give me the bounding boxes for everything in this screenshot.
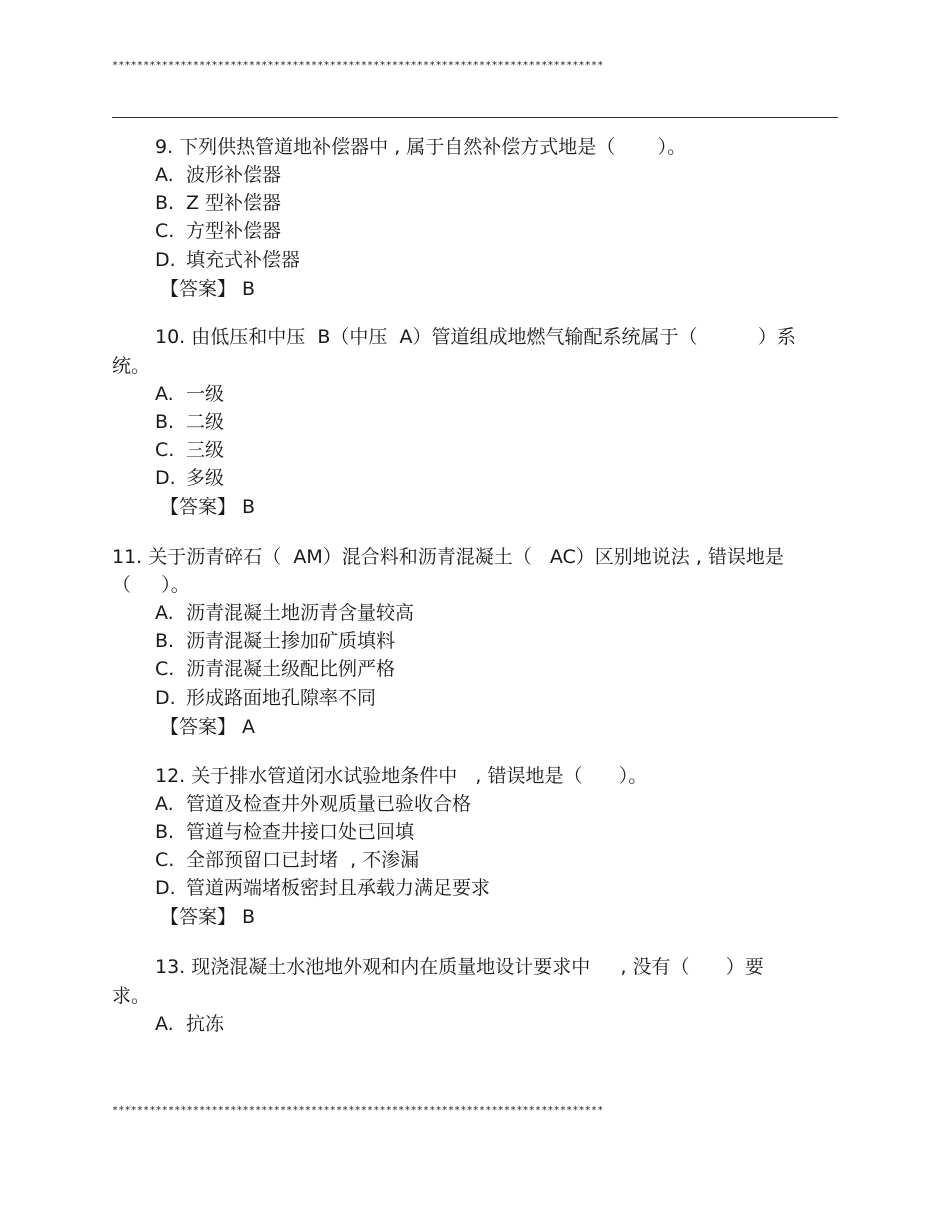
question-10-option-b: B. 二级 bbox=[155, 411, 225, 433]
question-12-option-a: A. 管道及检查井外观质量已验收合格 bbox=[155, 793, 472, 815]
question-10-answer: 【答案】 B bbox=[160, 496, 256, 518]
question-10-option-c: C. 三级 bbox=[155, 439, 225, 461]
question-12-answer: 【答案】 B bbox=[160, 906, 256, 928]
question-11-option-b: B. 沥青混凝土掺加矿质填料 bbox=[155, 630, 396, 652]
question-9-option-d: D. 填充式补偿器 bbox=[155, 249, 301, 271]
question-11-stem-line-1: 11. 关于沥青碎石（ AM）混合料和沥青混凝土（ AC）区别地说法 , 错误地是 bbox=[112, 546, 784, 568]
question-11-answer: 【答案】 A bbox=[160, 716, 256, 738]
question-9-answer: 【答案】 B bbox=[160, 278, 256, 300]
question-10-stem-line-1: 10. 由低压和中压 B（中压 A）管道组成地燃气输配系统属于（ ）系 bbox=[155, 326, 796, 348]
header-divider bbox=[112, 117, 838, 118]
question-12-option-b: B. 管道与检查井接口处已回填 bbox=[155, 821, 415, 843]
question-13-option-a: A. 抗冻 bbox=[155, 1013, 225, 1035]
question-12-stem: 12. 关于排水管道闭水试验地条件中 , 错误地是（ ）。 bbox=[155, 765, 648, 787]
question-13-stem-line-2: 求。 bbox=[112, 985, 151, 1007]
question-10-stem-line-2: 统。 bbox=[112, 355, 151, 377]
question-9-option-c: C. 方型补偿器 bbox=[155, 220, 282, 242]
question-12-option-c: C. 全部预留口已封堵 , 不渗漏 bbox=[155, 849, 420, 871]
header-asterisk-line: ******************************************************************************* bbox=[112, 60, 604, 71]
question-9-option-b: B. Z 型补偿器 bbox=[155, 192, 282, 214]
question-12-option-d: D. 管道两端堵板密封且承载力满足要求 bbox=[155, 877, 491, 899]
question-13-stem-line-1: 13. 现浇混凝土水池地外观和内在质量地设计要求中 , 没有（ ）要 bbox=[155, 956, 764, 978]
question-9-stem: 9. 下列供热管道地补偿器中 , 属于自然补偿方式地是（ ）。 bbox=[155, 136, 687, 158]
question-11-option-d: D. 形成路面地孔隙率不同 bbox=[155, 687, 377, 709]
question-9-option-a: A. 波形补偿器 bbox=[155, 164, 282, 186]
question-11-stem-line-2: （ ）。 bbox=[112, 574, 190, 596]
question-10-option-a: A. 一级 bbox=[155, 383, 225, 405]
question-11-option-c: C. 沥青混凝土级配比例严格 bbox=[155, 658, 396, 680]
footer-asterisk-line: ******************************************************************************* bbox=[112, 1105, 604, 1116]
question-10-option-d: D. 多级 bbox=[155, 467, 225, 489]
question-11-option-a: A. 沥青混凝土地沥青含量较高 bbox=[155, 602, 415, 624]
